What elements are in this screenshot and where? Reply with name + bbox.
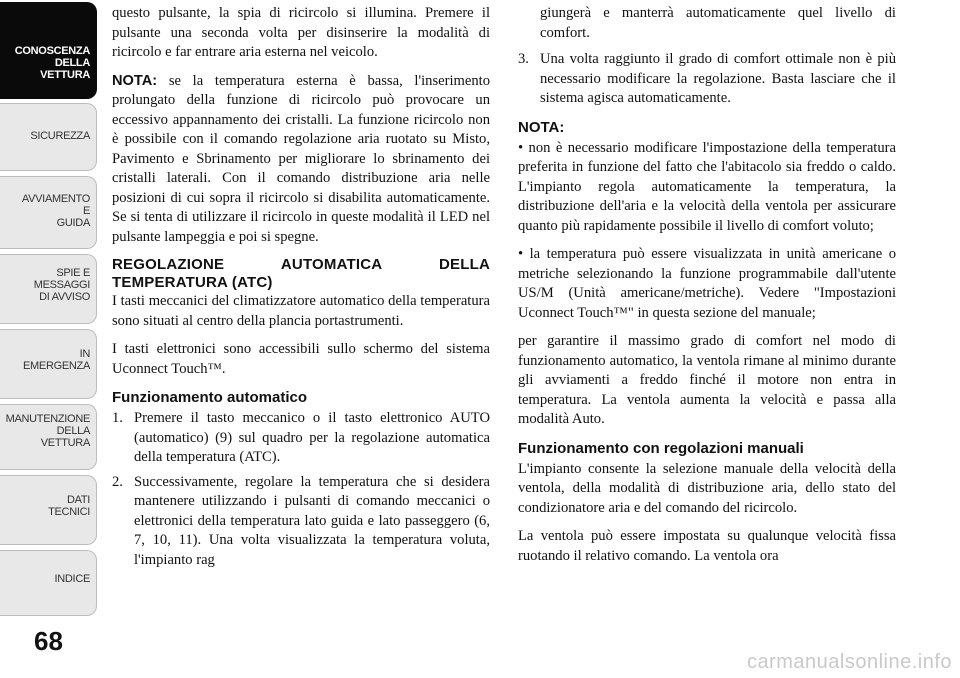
paragraph: La ventola può essere impostata su qualunque velocità fissa ruotando il relativo comando. La ventola ora <box>518 528 896 564</box>
tab-label: INDICE <box>54 573 90 585</box>
steps-list <box>518 50 896 109</box>
list-item <box>518 50 896 109</box>
step-number: 3. <box>518 51 529 67</box>
steps-list <box>112 409 490 570</box>
step-number: 2. <box>112 473 123 490</box>
note-paragraph <box>112 72 490 248</box>
bullet-item: • non è necessario modificare l'impostazione della temperatura preferita in funzione del fatto che l'abitacolo sia freddo o caldo. L'impianto regola automaticamente la temperatura, la distribuzione dell'aria e la velocità della ventola per assicurare quanto più rapidamente possibile il livello di comfort voluto; <box>518 139 896 234</box>
tab-label: IN EMERGENZA <box>23 348 90 372</box>
chapter-sidebar <box>0 0 97 678</box>
step-text: Premere il tasto meccanico o il tasto elettronico AUTO (automatico) (9) sul quadro per la regolazione automatica della temperatura (ATC). <box>134 410 490 465</box>
tab-label: AVVIAMENTO E GUIDA <box>21 193 90 229</box>
list-item <box>112 409 490 468</box>
page-number: 68 <box>34 626 63 656</box>
tab-spie-e-messaggi[interactable] <box>0 254 97 324</box>
paragraph: I tasti meccanici del climatizzatore automatico della temperatura sono situati al centro della plancia portastrumenti. <box>112 293 490 329</box>
note-heading: NOTA: <box>518 118 565 136</box>
text-column-left <box>112 4 490 579</box>
tab-dati-tecnici[interactable] <box>0 475 97 545</box>
step-continuation: giungerà e manterrà automaticamente quel livello di comfort. <box>540 5 896 41</box>
tab-indice[interactable] <box>0 550 97 616</box>
bullet-item: • la temperatura può essere visualizzata in unità americane o metriche selezionando la funzione programmabile dall'utente US/M (Unità americane/metriche). Vedere "Impostazioni Uconnect Touch™" in questa sezione del manuale; <box>518 246 896 321</box>
paragraph: per garantire il massimo grado di comfort nel modo di funzionamento automatico, la ventola rimane al minimo durante gli avviamenti a freddo finché il motore non entra in temperatura. La ventola aumenta la velocità e passa alla modalità Auto. <box>518 333 896 427</box>
step-text: Successivamente, regolare la temperatura che si desidera mantenere utilizzando i pulsanti di comando meccanici o elettronici della temperatura lato guida e lato passeggero (6, 7, 10, 11). Una volta visualizzata la temperatura voluta, l'impianto rag <box>134 473 490 568</box>
step-number: 1. <box>112 410 123 426</box>
tab-label: SICUREZZA <box>30 130 90 142</box>
paragraph: I tasti elettronici sono accessibili sullo schermo del sistema Uconnect Touch™. <box>112 341 490 377</box>
subheading: Funzionamento automatico <box>112 389 307 406</box>
tab-avviamento-e-guida[interactable] <box>0 176 97 249</box>
subheading: Funzionamento con regolazioni manuali <box>518 439 804 457</box>
tab-sicurezza[interactable] <box>0 103 97 171</box>
tab-manutenzione-della-vettura[interactable] <box>0 404 97 470</box>
tab-label: MANUTENZIONE DELLA VETTURA <box>5 413 90 449</box>
paragraph: questo pulsante, la spia di ricircolo si illumina. Premere il pulsante una seconda volta per disinserire la modalità di ricircolo e far entrare aria esterna nel veicolo. <box>112 5 490 60</box>
tab-in-emergenza[interactable] <box>0 329 97 399</box>
tab-label: SPIE E MESSAGGI DI AVVISO <box>33 267 90 303</box>
text-column-right <box>518 4 896 575</box>
paragraph: L'impianto consente la selezione manuale della velocità della ventola, della modalità di distribuzione aria, dello stato del condizionatore aria e del comando del ricircolo. <box>518 460 896 516</box>
list-item <box>112 473 490 571</box>
tab-conoscenza-della-vettura[interactable] <box>0 2 97 99</box>
tab-label: DATI TECNICI <box>48 494 90 518</box>
note-label: NOTA: <box>112 72 158 89</box>
section-heading: REGOLAZIONE AUTOMATICA DELLA TEMPERATURA (ATC) <box>112 256 490 291</box>
note-text: se la temperatura esterna è bassa, l'inserimento prolungato della funzione di ricircolo può provocare un eccessivo appannamento dei cristalli. La funzione ricircolo non è possibile con il comando regolazione aria ruotato su Misto, Pavimento e Sbrinamento per migliorare lo sbrinamento dei cristalli laterali. Con il comando distribuzione aria nelle posizioni di cui sopra il ricircolo si disabilita automaticamente. Se si tenta di utilizzare il ricircolo in queste modalità il LED nel pulsante lampeggia e poi si spegne. <box>112 72 490 245</box>
step-text: Una volta raggiunto il grado di comfort ottimale non è più necessario modificare la regolazione. Basta lasciare che il sistema agisca automaticamente. <box>540 51 896 106</box>
watermark: carmanualsonline.info <box>746 651 952 673</box>
tab-label: CONOSCENZA DELLA VETTURA <box>14 45 90 81</box>
